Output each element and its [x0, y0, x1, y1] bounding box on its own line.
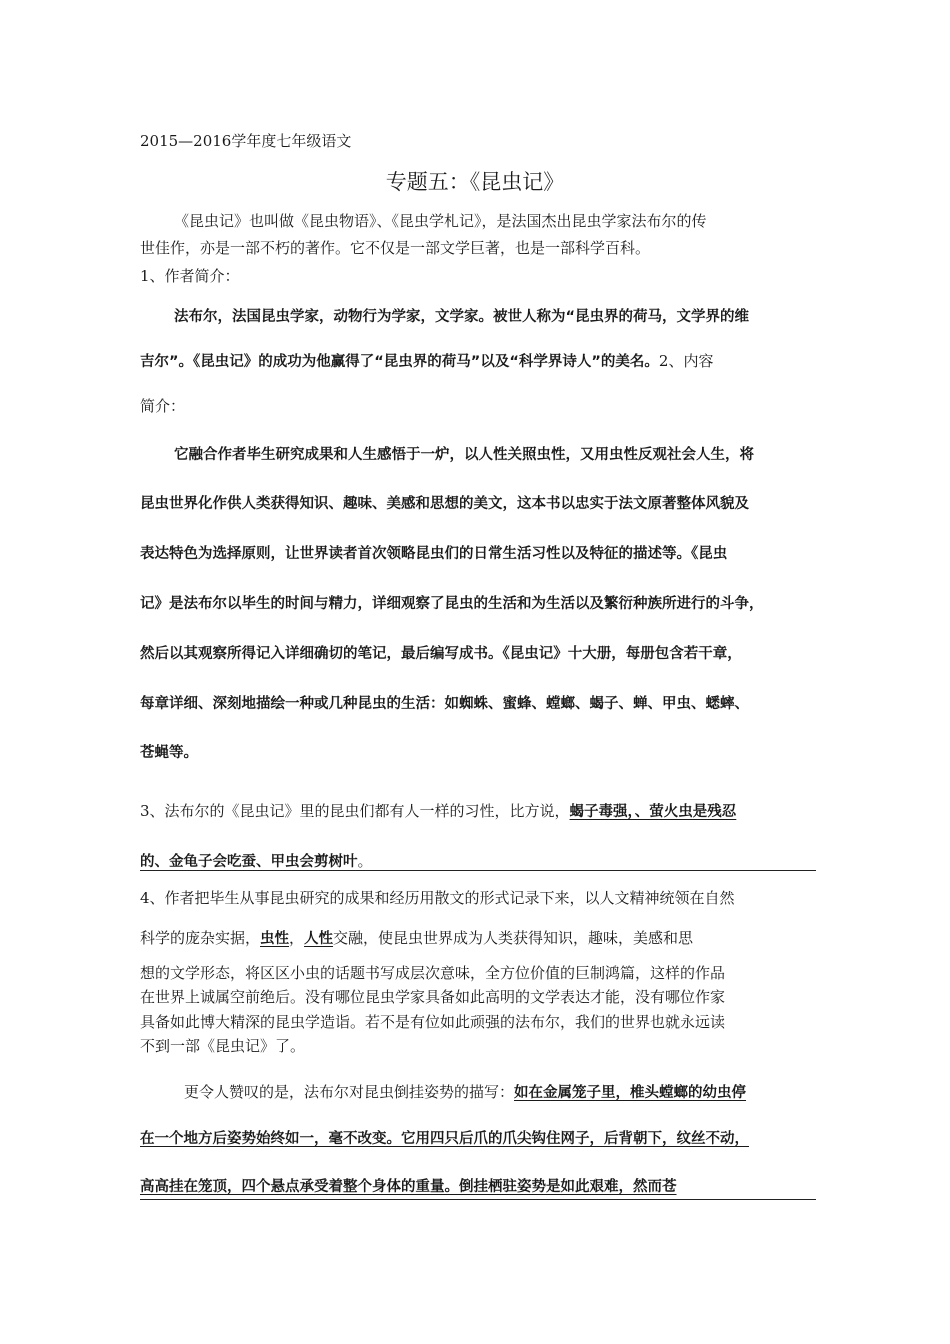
- section1-line-2: [140, 351, 713, 372]
- section2-line-1: 它融合作者毕生研究成果和人生感悟于一炉，以人性关照虫性，又用虫性反观社会人生，将: [174, 447, 754, 463]
- section2-line-3: 表达特色为选择原则，让世界读者首次领略昆虫们的日常生活习性以及特征的描述等。《昆虫: [140, 546, 728, 562]
- section2-line-5: 然后以其观察所得记入详细确切的笔记，最后编写成书。《昆虫记》十大册，每册包含若干章，: [140, 646, 742, 662]
- section4-line-2: [140, 928, 693, 949]
- section5-answer-2: 在一个地方后姿势始终如一，毫不改变。它用四只后爪的爪尖钩住网子，后背朝下，纹丝不动，: [140, 1131, 749, 1147]
- section3-answer-2: 的、金龟子会吃蚕、甲虫会剪树叶: [140, 854, 358, 870]
- section2-line-4: 记》是法布尔以毕生的时间与精力，详细观察了昆虫的生活和为生活以及繁衍种族所进行的斗争，: [140, 596, 764, 612]
- section1-line-1: 法布尔，法国昆虫学家，动物行为学家，文学家。被世人称为“昆虫界的荷马，文学界的维: [174, 309, 750, 325]
- section5-prefix: 更令人赞叹的是，法布尔对昆虫倒挂姿势的描写：: [184, 1083, 515, 1101]
- section4-line-5: 具备如此博大精深的昆虫学造诣。若不是有位如此顽强的法布尔，我们的世界也就永远读: [140, 1013, 726, 1031]
- section4-line-2e: 交融，使昆虫世界成为人类获得知识，趣味，美感和思: [333, 929, 694, 947]
- intro-line-2: 世佳作，亦是一部不朽的著作。它不仅是一部文学巨著，也是一部科学百科。: [140, 239, 651, 257]
- section5-answer-3: 高高挂在笼顶，四个悬点承受着整个身体的重量。倒挂栖驻姿势是如此艰难，然而苍: [140, 1179, 677, 1195]
- section2-line-2: 昆虫世界化作供人类获得知识、趣味、美感和思想的美文，这本书以忠实于法文原著整体风貌及: [140, 496, 749, 512]
- section2-line-6: 每章详细、深刻地描绘一种或几种昆虫的生活：如蜘蛛、蜜蜂、螳螂、蝎子、蝉、甲虫、蟋蟀、: [140, 696, 749, 712]
- intro-line-1: 《昆虫记》也叫做《昆虫物语》、《昆虫学札记》，是法国杰出昆虫学家法布尔的传: [174, 212, 707, 230]
- section3-prefix: 3、法布尔的《昆虫记》里的昆虫们都有人一样的习性，比方说，: [140, 802, 570, 820]
- document-header: 2015—2016学年度七年级语文: [140, 132, 352, 150]
- answer-rule-2: [140, 1199, 816, 1200]
- section4-line-2a: 科学的庞杂实据，: [140, 929, 261, 947]
- section4-line-2c: ，: [289, 929, 305, 947]
- section2-heading-part2: 简介：: [140, 397, 186, 415]
- section4-line-1: 4、作者把毕生从事昆虫研究的成果和经历用散文的形式记录下来，以人文精神统领在自然: [140, 889, 735, 907]
- section5-line-1: [184, 1082, 746, 1103]
- section4-line-4: 在世界上诚属空前绝后。没有哪位昆虫学家具备如此高明的文学表达才能，没有哪位作家: [140, 988, 726, 1006]
- section5-answer-1: 如在金属笼子里，椎头螳螂的幼虫停: [514, 1085, 747, 1101]
- section2-line-7: 苍蝇等。: [140, 745, 198, 761]
- section4-keyword-insect-nature: 虫性: [260, 931, 290, 947]
- section3-answer-1: 蝎子毒强，、萤火虫是残忍: [569, 804, 737, 820]
- section2-heading-part1: 2、内容: [658, 352, 714, 370]
- section3-line-2: [140, 851, 373, 872]
- section1-heading: 1、作者简介：: [140, 267, 240, 285]
- answer-rule-1: [140, 870, 816, 871]
- section3-line-1: [140, 801, 736, 822]
- section1-line-2-text: 吉尔”。《昆虫记》的成功为他赢得了“昆虫界的荷马”以及“科学界诗人”的美名。: [140, 354, 659, 370]
- section4-line-3: 想的文学形态，将区区小虫的话题书写成层次意味，全方位价值的巨制鸿篇，这样的作品: [140, 964, 726, 982]
- section3-answer-end: 。: [357, 852, 373, 870]
- section4-keyword-human-nature: 人性: [304, 931, 334, 947]
- section4-line-6: 不到一部《昆虫记》了。: [140, 1037, 306, 1055]
- page-title: 专题五：《昆虫记》: [385, 170, 565, 194]
